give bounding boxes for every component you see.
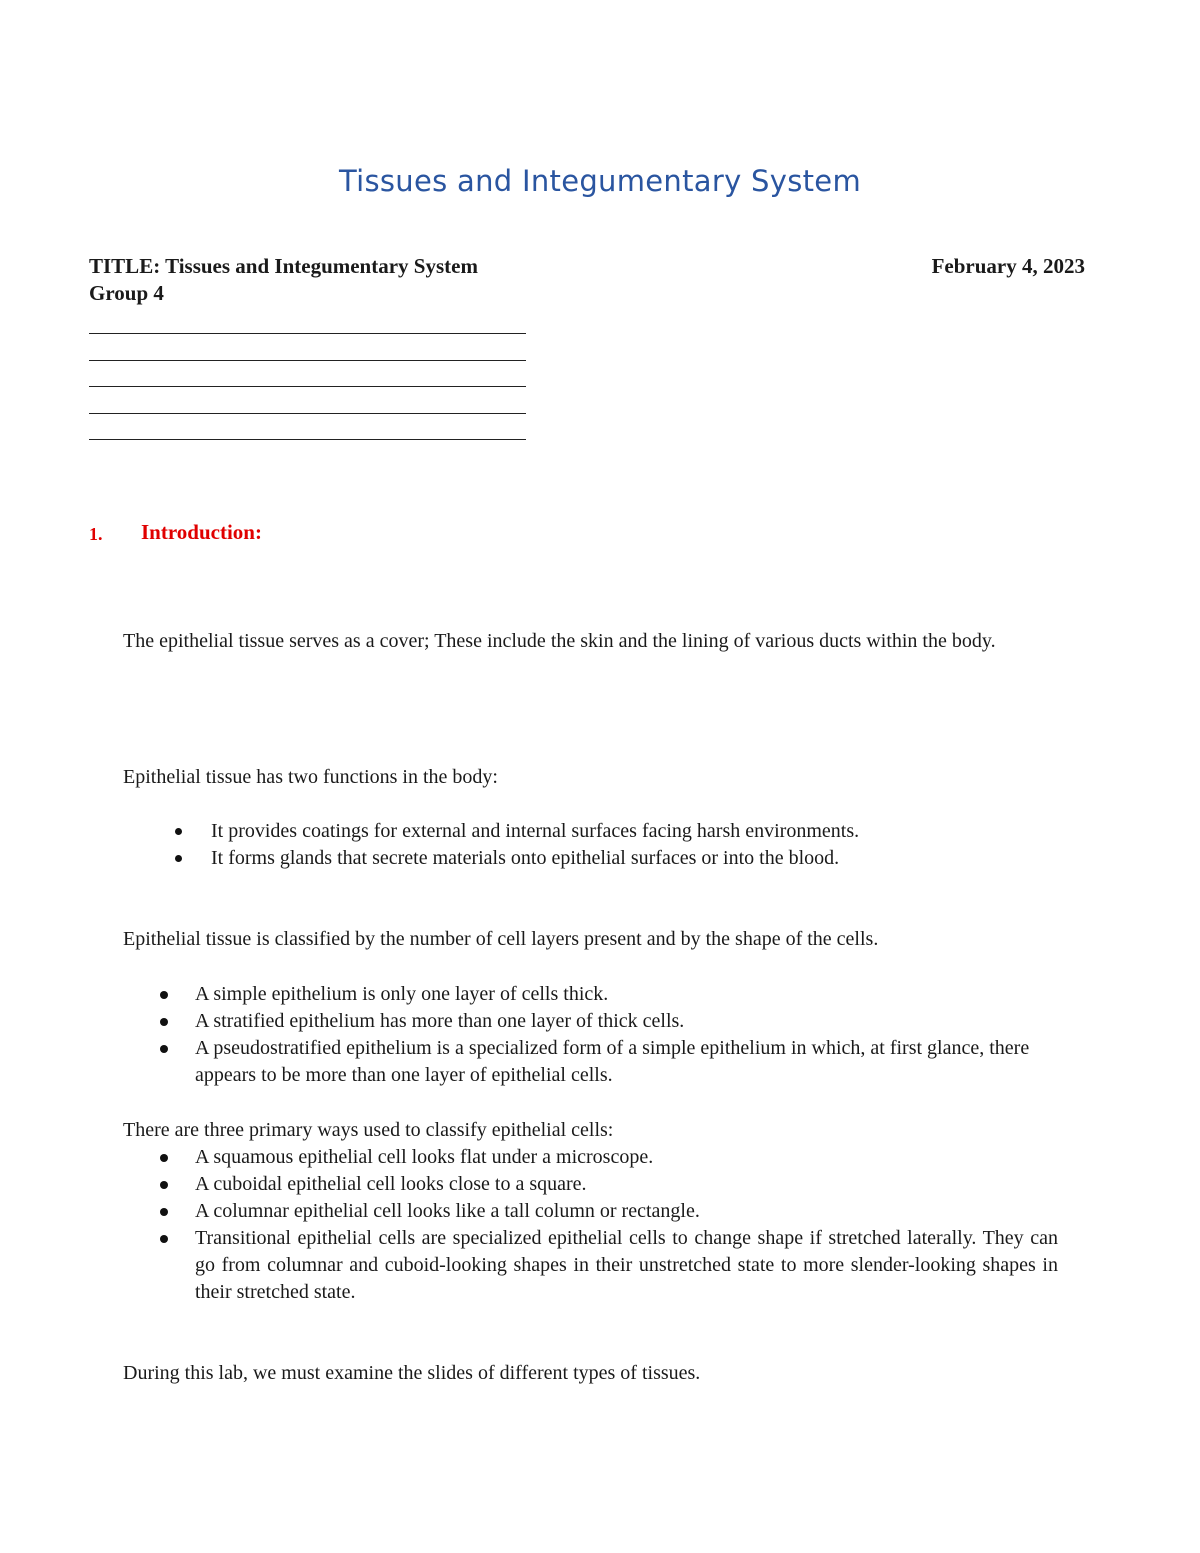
list-item-text: Transitional epithelial cells are specialized epithelial cells to change shape if stretched laterally. They can go from columnar and cuboid-looking shapes in their unstretched state to more slender-looking shapes in their stretched state. bbox=[195, 1227, 1058, 1303]
classification-intro: Epithelial tissue is classified by the number of cell layers present and by the shape of the cells. bbox=[123, 928, 879, 950]
intro-paragraph: The epithelial tissue serves as a cover; These include the skin and the lining of various ducts within the body. bbox=[123, 630, 996, 652]
closing-paragraph: During this lab, we must examine the slides of different types of tissues. bbox=[123, 1362, 701, 1384]
list-item-text: A columnar epithelial cell looks like a tall column or rectangle. bbox=[195, 1200, 700, 1222]
list-item bbox=[175, 818, 1075, 845]
functions-intro: Epithelial tissue has two functions in the body: bbox=[123, 766, 498, 788]
document-title: Tissues and Integumentary System bbox=[338, 164, 861, 198]
signature-line bbox=[89, 386, 526, 387]
list-item bbox=[160, 1171, 1058, 1198]
bullet-icon bbox=[160, 1018, 168, 1026]
bullet-icon bbox=[160, 1208, 168, 1216]
header-date: February 4, 2023 bbox=[931, 254, 1085, 278]
list-item bbox=[175, 845, 1075, 872]
list-item bbox=[160, 1198, 1058, 1225]
bullet-icon bbox=[160, 1235, 168, 1243]
bullet-icon bbox=[175, 855, 182, 862]
ways-list bbox=[160, 1144, 1058, 1306]
signature-line bbox=[89, 333, 526, 334]
signature-lines bbox=[89, 333, 526, 466]
list-item-text: A simple epithelium is only one layer of cells thick. bbox=[195, 983, 609, 1005]
section-heading bbox=[89, 520, 262, 548]
classification-list bbox=[160, 981, 1058, 1089]
bullet-icon bbox=[160, 1181, 168, 1189]
list-item bbox=[160, 1225, 1058, 1306]
bullet-icon bbox=[160, 991, 168, 999]
header-title-line: TITLE: Tissues and Integumentary System bbox=[89, 254, 478, 278]
list-item bbox=[160, 1035, 1058, 1089]
list-item-text: A cuboidal epithelial cell looks close to a square. bbox=[195, 1173, 587, 1195]
ways-intro: There are three primary ways used to classify epithelial cells: bbox=[123, 1119, 614, 1141]
list-item-text: It provides coatings for external and internal surfaces facing harsh environments. bbox=[211, 820, 860, 842]
bullet-icon bbox=[160, 1045, 168, 1053]
signature-line bbox=[89, 439, 526, 440]
list-item bbox=[160, 981, 1058, 1008]
list-item-text: A squamous epithelial cell looks flat under a microscope. bbox=[195, 1146, 654, 1168]
list-item bbox=[160, 1008, 1058, 1035]
bullet-icon bbox=[175, 828, 182, 835]
header-row bbox=[89, 253, 1085, 280]
section-number: 1. bbox=[89, 524, 103, 544]
header-group: Group 4 bbox=[89, 281, 164, 305]
list-item-text: A stratified epithelium has more than one layer of thick cells. bbox=[195, 1010, 685, 1032]
list-item-text: A pseudostratified epithelium is a specialized form of a simple epithelium in which, at first glance, there appears to be more than one layer of epithelial cells. bbox=[195, 1037, 1030, 1086]
functions-list bbox=[175, 818, 1075, 872]
section-title: Introduction: bbox=[141, 520, 262, 544]
list-item-text: It forms glands that secrete materials onto epithelial surfaces or into the blood. bbox=[211, 847, 840, 869]
header-block bbox=[89, 253, 1085, 307]
bullet-icon bbox=[160, 1154, 168, 1162]
signature-line bbox=[89, 360, 526, 361]
signature-line bbox=[89, 413, 526, 414]
list-item bbox=[160, 1144, 1058, 1171]
